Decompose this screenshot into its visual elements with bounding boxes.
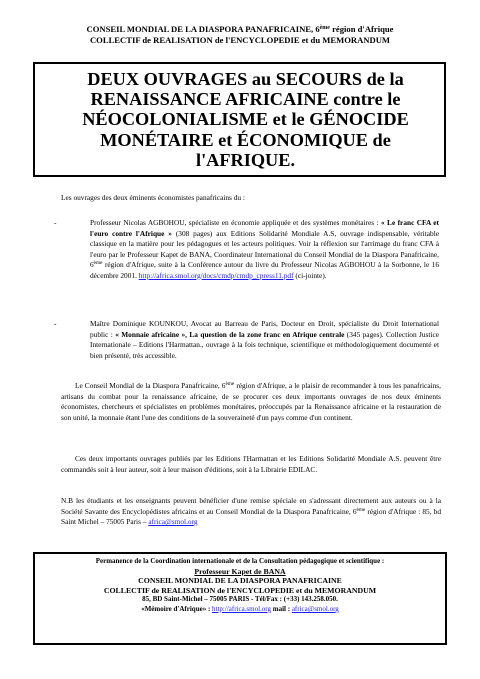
item-text: Maître Dominique KOUNKOU, Avocat au Barreau de Paris, Docteur en Droit, spécialiste du Droit International public : xyxy=(90,319,439,339)
superscript: ème xyxy=(93,260,103,266)
document-title: DEUX OUVRAGES au SECOURS de la RENAISSANCE AFRICAINE contre le NÉOCOLONIALISME et le GÉNOCIDE MONÉTAIRE et ÉCONOMIQUE de l'AFRIQUE. xyxy=(82,68,409,170)
header-line-2: COLLECTIF de REALISATION de l'ENCYCLOPEDIE et du MEMORANDUM xyxy=(89,35,391,45)
website-link[interactable]: http://africa.smol.org xyxy=(212,604,272,613)
footer-collective: COLLECTIF de REALISATION de l'ENCYCLOPEDIE et du MEMORANDUM xyxy=(103,585,377,595)
footer-line: Permanence de la Coordination internationale et de la Consultation pédagogique et scientifique : xyxy=(95,557,385,565)
email-link[interactable]: africa@smol.org xyxy=(291,604,339,613)
footer-contact-box xyxy=(33,552,447,645)
paragraph-recommendation xyxy=(61,381,441,423)
title-box xyxy=(33,62,446,177)
list-dash: - xyxy=(54,319,57,328)
list-item xyxy=(54,218,439,281)
footer-address: 85, BD Saint-Michel – 75005 PARIS - Tél/Fax : (+33) 143.258.050. xyxy=(142,595,338,604)
para-text: N.B les étudiants et les enseignants peuvent bénéficier d'une remise spéciale en s'adressant directement aux auteurs ou à la Société Savante des Encyclopédistes africains et au Conseil Mondial de la Diaspora Panafricaine, 6 xyxy=(61,496,441,516)
list-item-content xyxy=(90,218,439,281)
paragraph-note xyxy=(61,496,441,528)
header-text: région d'Afrique xyxy=(329,24,394,34)
list-item-content xyxy=(90,319,439,361)
list-dash: - xyxy=(54,218,57,227)
para-text: région d'Afrique : 85, bd Saint Michel – 75005 Paris – xyxy=(61,506,441,526)
item-text: région d'Afrique, suite à la Conférence autour du livre du Professeur Nicolas AGBOHOU à la Sorbonne, le 16 décembre 2001. xyxy=(90,260,439,280)
item-text: Professeur Nicolas AGBOHOU, spécialiste en économie appliquée et des systèmes monétaires : xyxy=(90,218,381,227)
pdf-link[interactable]: http://africa.smol.org/docs/cmdp/cmdp_cpress11.pdf xyxy=(138,270,294,280)
para-text: Le Conseil Mondial de la Diaspora Panafricaine, 6 xyxy=(75,381,226,390)
footer-label: «Mémoire d'Afrique» : xyxy=(141,604,213,613)
list-item xyxy=(54,319,439,361)
paragraph-ordering: Ces deux importants ouvrages publiés par les Editions l'Harmattan et les Editions Solidarité Mondiale A.S. peuvent être commandés soit à leur auteur, soit à leur maison d'éditions, soit à la Librairie EDILAC. xyxy=(61,454,441,474)
book-title: « Monnaie africaine », La question de la zone franc en Afrique centrale xyxy=(115,329,345,339)
footer-org: CONSEIL MONDIAL DE LA DIASPORA PANAFRICAINE xyxy=(138,576,342,586)
item-text: (345 pages). Collection Justice Internationale – Editions l'Harmattan., ouvrage à la fois technique, scientifique et méthodologiquement documenté et bien présenté, très accessible. xyxy=(90,329,439,360)
superscript: ème xyxy=(356,506,366,513)
header-text: CONSEIL MONDIAL DE LA DIASPORA PANAFRICAINE, 6 xyxy=(86,24,320,34)
email-link[interactable]: africa@smol.org xyxy=(148,517,198,526)
book-title: « Le franc CFA et l'euro contre l'Afrique » xyxy=(90,218,439,238)
footer-label: mail : xyxy=(271,604,292,613)
para-text: région d'Afrique, a le plaisir de recommander à tous les panafricains, artisans du combat pour la renaissance africaine, de se procurer ces deux importants ouvrages de nos deux éminents économistes, chercheurs et spécialistes en problèmes monétaires, préoccupés par la Renaissance africaine et la restauration de son unité, la monnaie étant l'une des conditions de la souveraineté d'un pays comme d'un continent. xyxy=(61,381,441,422)
footer-professor: Professeur Kapet de BANA xyxy=(194,566,286,576)
item-text: (308 pages) aux Editions Solidarité Mondiale A.S, ouvrage indispensable, véritable classique en la matière pour les pédagogues et les acteurs politiques. Voir la réflexion sur l'arrimage du franc CFA à l'euro par le Professeur Kapet de BANA, Coordinateur International du Conseil Mondial de la Diaspora Panafricaine, 6 xyxy=(90,228,439,269)
header-line-1 xyxy=(0,24,480,35)
superscript: ème xyxy=(225,381,235,387)
footer-links xyxy=(35,605,445,615)
intro-text: Les ouvrages des deux éminents économistes panafricains du : xyxy=(61,193,245,202)
item-text: (ci-jointe). xyxy=(293,270,327,280)
superscript: ème xyxy=(319,25,330,31)
